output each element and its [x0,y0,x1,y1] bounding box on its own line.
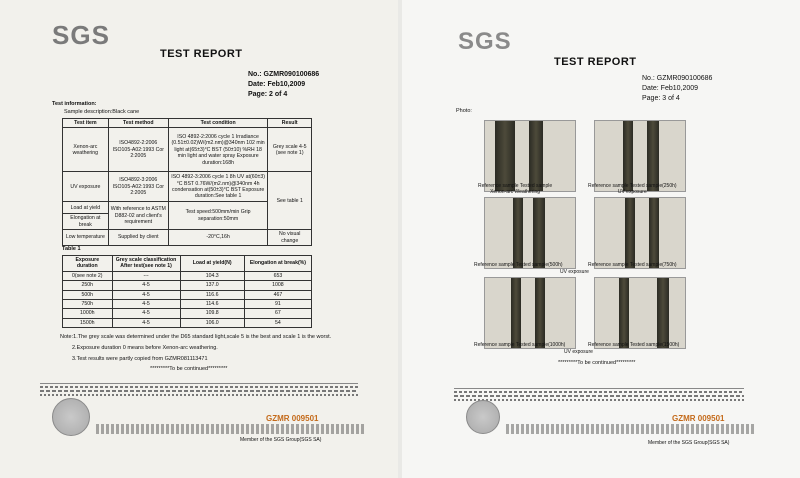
photo-uv-750h [594,197,686,269]
sample-description: Sample description:Black cane [64,109,140,115]
table-cell: See table 1 [268,172,312,230]
to-be-continued: *********To be continued********* [150,366,228,372]
table-cell: 67 [244,309,311,318]
results-table [62,255,312,328]
photo-caption: Reference sample Tested sample(500h) [474,262,563,268]
table-cell: UV exposure [63,172,109,202]
test-information-label: Test information: [52,101,97,107]
table-cell: 4-5 [112,318,180,327]
table-cell: 116.6 [180,290,244,299]
table-cell: ISO4892-3:2006 ISO105-A02:1993 Cor 2:2005 [108,172,168,202]
table-cell: 4-5 [112,290,180,299]
table-cell: 250h [63,281,113,290]
photo-uv-1000h [484,277,576,349]
sgs-seal-stamp [466,400,500,434]
table-row [63,230,312,246]
sgs-member-text: Member of the SGS Group(SGS SA) [648,440,730,446]
table-cell: 54 [244,318,311,327]
to-be-continued: *********To be continued********* [558,360,636,366]
gzmr-stamp: GZMR 009501 [266,414,319,423]
table-cell: --- [112,271,180,280]
table-header-row [63,256,312,272]
report-date: Date: Feb10,2009 [248,81,306,88]
table-cell: 106.0 [180,318,244,327]
report-title: TEST REPORT [554,56,637,68]
col-load-at-yield: Load at yield(N) [180,256,244,272]
table1-label: Table 1 [62,246,81,252]
table-cell: 467 [244,290,311,299]
table-cell: 114.6 [180,300,244,309]
table-cell: 500h [63,290,113,299]
notes [60,334,380,363]
table-cell: Test speed:500mm/min Grip separation:50mm [168,202,268,230]
report-meta [642,74,712,104]
sgs-logo: SGS [52,20,110,50]
report-date: Date: Feb10,2009 [642,85,699,92]
note-3: 3.Test results were partly copied from GZMR081113471 [72,356,208,362]
table-cell: No visual change [268,230,312,246]
sgs-logo: SGS [458,28,512,55]
photo-xenon [484,120,576,192]
table-cell: Low temperature [63,230,109,246]
table-cell: 653 [244,271,311,280]
report-number: No.: GZMR090100686 [248,71,320,78]
table-cell: Supplied by client [108,230,168,246]
gzmr-stamp: GZMR 009501 [672,414,725,423]
test-conditions-table [62,118,312,246]
photo-caption: Reference sample Tested sample(250h) UV exposure [588,183,677,195]
uv-exposure-caption: UV exposure [560,269,589,275]
col-grey-scale: Grey scale classification After test(see note 1) [112,256,180,272]
photo-caption: Reference sample Tested sample(1000h) [474,342,566,348]
col-test-condition: Test condition [168,119,268,128]
table-cell: ISO4892-2:2006 ISO105-A02:1993 Cor 2:2005 [108,128,168,172]
table-row [63,309,312,318]
photo-caption: Reference sample Tested sample Xenon-arc Weathering [478,183,553,195]
table-cell: 1000h [63,309,113,318]
table-cell: 0(see note 2) [63,271,113,280]
col-exposure-duration: Exposure duration [63,256,113,272]
table-cell: Grey scale 4-5 (see note 1) [268,128,312,172]
table-cell: 104.3 [180,271,244,280]
table-cell: Load at yield [63,202,109,214]
uv-exposure-caption: UV exposure [564,349,593,355]
table-row [63,271,312,280]
table-cell: Xenon-arc weathering [63,128,109,172]
page-number: Page: 2 of 4 [248,91,288,98]
footer-disclaimer [454,388,744,402]
table-cell: 750h [63,300,113,309]
report-page-2 [0,0,398,478]
table-cell: 1500h [63,318,113,327]
photo-uv-250h [594,120,686,192]
photo-caption: Reference sample Tested sample(1500h) [588,342,680,348]
table-cell: 4-5 [112,281,180,290]
report-title: TEST REPORT [160,48,243,60]
col-test-method: Test method [108,119,168,128]
sgs-member-text: Member of the SGS Group(SGS SA) [240,437,322,443]
photo-caption: Reference sample Tested sample(750h) [588,262,677,268]
note-2: 2.Exposure duration 0 means before Xenon-arc weathering. [72,345,218,351]
page-number: Page: 3 of 4 [642,95,680,102]
report-meta [248,70,319,100]
table-cell: 1008 [244,281,311,290]
sgs-seal-stamp [52,398,90,436]
photo-uv-500h [484,197,576,269]
footer-address [96,424,366,434]
report-page-3 [402,0,800,478]
table-cell: 137.0 [180,281,244,290]
table-header-row [63,119,312,128]
photo-label: Photo: [456,108,472,114]
table-row [63,290,312,299]
table-cell: 91 [244,300,311,309]
col-elongation: Elongation at break(%) [244,256,311,272]
table-row [63,300,312,309]
table-cell: 4-5 [112,309,180,318]
table-row [63,281,312,290]
photo-uv-1500h [594,277,686,349]
table-cell: Elongation at break [63,214,109,230]
report-number: No.: GZMR090100686 [642,75,713,82]
table-cell: 4-5 [112,300,180,309]
col-test-item: Test item [63,119,109,128]
footer-address [506,424,756,434]
table-cell: ISO 4892-3:2006 cycle 1 8h UV at(60±3)°C BST 0.76W/(m2.nm)@340nm 4h condensation at(50±3)°C BST Exposure duration:See table 1 [168,172,268,202]
note-1: Note:1.The grey scale was determined under the D65 standard light,scale 5 is the best and scale 1 is the worst. [60,334,332,340]
table-cell: -20°C,16h [168,230,268,246]
table-cell: ISO 4892-2:2006 cycle 1 Irradiance (0.51±0.02)W/(m2.nm)@340nm 102 min light at(65±3)°C BST (50±10) %RH 18 min light and water spray Exposure duration:168h [168,128,268,172]
col-result: Result [268,119,312,128]
table-cell: 109.8 [180,309,244,318]
table-cell: With reference to ASTM D882-02 and client's requirement [108,202,168,230]
table-row [63,128,312,172]
table-row [63,318,312,327]
table-row [63,172,312,202]
footer-disclaimer [40,383,358,399]
